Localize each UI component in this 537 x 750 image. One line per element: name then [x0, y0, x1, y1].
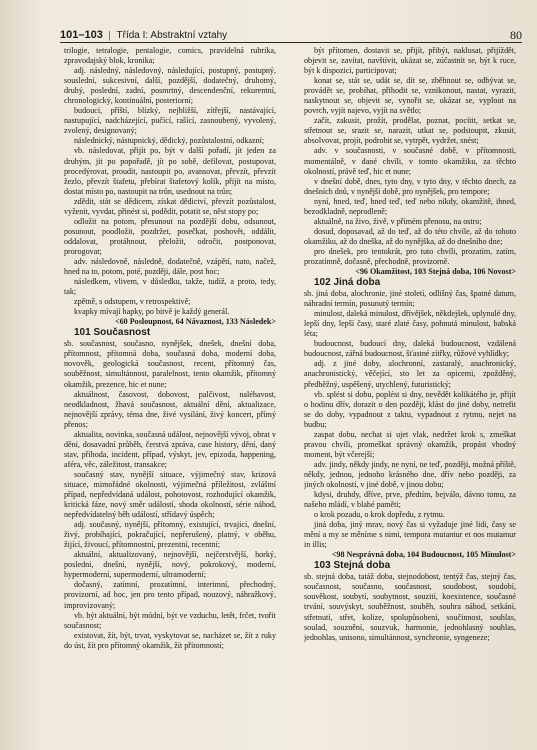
entry-paragraph: začít, zakusit, prožít, prodělat, poznat, pocítit, setkat se, střetnout se, srazit se, narazit, utkat se, podstoupit, zkusit, absolvovat, projít, podrobit se, vytrpět, vydržet, snést; [304, 116, 516, 146]
entry-paragraph: trilogie, tetralogie, pentalogie, comics, pravidelná rubrika, zpravodajský blok, kronika; [64, 46, 276, 66]
entry-paragraph: existovat, žít, být, trvat, vyskytovat se, nacházet se, žít z ruky do úst, žít pro přítomný okamžik, žít přítomností; [64, 630, 276, 650]
entry-paragraph: adv. jindy, někdy jindy, ne nyní, ne teď, později, možná příště, někdy, jednou, jednoho krásného dne, dřív nebo později, za jiných okolností, v jiné době, v jinou dobu; [304, 459, 516, 489]
entry-paragraph: aktuálnost, časovost, dobovost, palčivost, naléhavost, neodkladnost, žhavá současnost, aktuální dění, aktualizace, nejnovější zprávy, téma dne, živé vysílání, živý koncert, přímý přenos; [64, 389, 276, 429]
entry-paragraph: zaspat dobu, nechat si ujet vlak, nedržet krok s, zmeškat pravou chvíli, promeškat správný okamžik, propást vhodný moment, být včerejší; [304, 429, 516, 459]
entry-paragraph: vb. splést si dobu, poplést si dny, nevědět kolikátého je, přijít o hodinu dřív, dorazit o den později, klást do jiné doby, netrefit se do doby, vypadnout z taktu, vypadnout z rytmu, nejet na budbu; [304, 389, 516, 429]
section-heading: 101 Současnost [74, 327, 151, 339]
entry-paragraph: adj. současný, nynější, přítomný, existující, trvající, dnešní, živý, probíhající, pokračující, nepřerušený, platný, v oběhu, žijící, živoucí, přítomnostní, prezentní, recentní; [64, 520, 276, 550]
entry-paragraph: být přítomen, dostavit se, přijít, přibýt, naklusat, přijíždět, objevit se, zavítat, navštívit, ukázat se, zúčastnit se, být k ruce, být k dispozici, participovat; [304, 46, 516, 76]
left-column [64, 46, 276, 736]
entry-paragraph: sb. stejná doba, tatáž doba, stejnodobost, tentýž čas, stejný čas, současnost, současno, současnost, soudobost, soudobí, souvěkost, soubytí, soubytnost, souzití, koexistence, současné trvání, souvýskyt, souběžnost, souběh, souhra náhod, setkání, střetnutí, střet, kolize, spolupůsobení, součinnost, souhlas, soulad, souznění, souzvuk, harmonie, jednohlasný souhlas, jednohlas, unisono, simultánnost, synchronie, syngeneze; [304, 572, 516, 642]
entry-paragraph: odložit na potom, přesunout na pozdější dobu, odsunout, posunout, poodložit, pozdržet, posečkat, poshovět, oddálit, oddalovat, protáhnout, přeložit, odročit, postponovat, prorogovat; [64, 216, 276, 256]
entry-paragraph: budoucí, příští, blízký, nejbližší, zítřejší, nastávající, nastupující, nadcházející, pučící, rašící, zasnoubený, vyvolený, zvolený, designovaný; [64, 106, 276, 136]
entry-paragraph: minulost, daleká minulost, dřívějšek, někdejšek, uplynulé dny, lepší dny, lepší časy, staré zlaté časy, pohnutá minulost, babská léta; [304, 309, 516, 339]
right-column [304, 46, 516, 736]
entry-paragraph: vb. být aktuální, být módní, být ve vzduchu, letět, frčet, tvořit současnost; [64, 610, 276, 630]
cross-reference: <60 Posloupnost, 64 Návaznost, 133 Následek> [115, 317, 276, 327]
entry-paragraph: adj. z jiné doby, alochronní, zastaralý, anachronický, anachronistický, věčející, sto let za opicemi, zpožděný, předběžný, uspěšený, utychlený, futuristický; [304, 359, 516, 389]
entry-paragraph: adv. v současnosti, v současné době, v přítomnosti, momentálně, v dané chvíli, v tomto okamžiku, za těchto okolností, právě teď, hic et nune; [304, 146, 516, 176]
entry-paragraph: adv. následovně, následně, dodatečně, vzápětí, nato, načež, hned na to, potom, poté, později, dále, post hoc; [64, 256, 276, 277]
entry-paragraph: zpětně, s odstupem, v retrospektivě; [74, 297, 191, 307]
entry-paragraph: aktualita, novinka, současná událost, nejnovější vývoj, obrat v dění, dosavadní průběh, čerstvá zpráva, case history, dění, daný stav, příhoda, incident, případ, výskyt, jev, epizoda, happening, aféra, věc, záležitost, transakce; [64, 429, 276, 469]
entry-paragraph: adj. následný, následovný, následující, postupný, postupný, souslední, sukcesivní, další, pozdější, dodatečný, druhotný, druhý, poslední, zadní, posmrtný, descendenční, rekurentní, chronologický, kontinuální, posteriorní; [64, 66, 276, 106]
entry-paragraph: následkem, vlivem, v důsledku, takže, tudíž, a proto, tedy, tak; [64, 277, 276, 297]
entry-paragraph: o krok pozadu, o krok dopředu, z rytmu. [314, 510, 445, 520]
entry-paragraph: dočasný, zatímní, prozatímní, interimní, přechodný, provizorní, ad hoc, jen pro tento případ, nouzový, náhražkový, improvizovaný; [64, 580, 276, 610]
page-header [60, 28, 522, 43]
entry-paragraph: aktuálně, na živo, živě, v přímém přenosu, na ostro; [314, 216, 482, 226]
entry-paragraph: jiná doba, jiný mrav, nový čas si vyžaduje jiné lidi, časy se mění a my se měníme s nimi, tempora mutantur et nos mutamur in illis; [304, 520, 516, 550]
entry-paragraph: aktuální, aktualizovaný, nejnovější, nejčerstvější, horký, poslední, dnešní, nynější, nový, pokrokový, moderní, hypermoderní, supermoderní, ultramoderní; [64, 550, 276, 580]
cross-reference: <98 Nesprávná doba, 104 Budoucnost, 105 Minulost> [331, 550, 516, 560]
entry-paragraph: kvapky mívají hapky, po bitvě je každý generál. [74, 307, 230, 317]
entry-paragraph: následnický, nástupnický, dědický, pozůstalostní, odkazní; [74, 136, 265, 146]
entry-paragraph: nyní, hned, teď, hned teď, teď nebo nikdy, okamžitě, ihned, bezodkladně, neprodleně; [304, 196, 516, 216]
section-heading: 103 Stejná doba [314, 560, 391, 572]
header-separator: | [108, 29, 111, 41]
entry-paragraph: vb. následovat, přijít po, být v další pořadí, jít jeden za druhým, jít po popořadě, jít po sobě, defilovat, postupovat, procedýrovat, proudit, nastoupit po, avansovat, převzít, převzít žezlo, převzít štafetu, přebírat štafetový kolík, přijít na místo, dostat místo po, nastoupit na trůn, usednout na trůn; [64, 146, 276, 196]
entry-paragraph: sb. současnost, současno, nynějšek, dnešek, dnešní doba, přítomnost, přítomná doba, současná doba, moderní doba, novověk, geologická současnost, recent, přítomný čas, souběžnost, simultánnost, paralelnost, tento okamžik, přítomný okamžik, prezence, hic et nune; [64, 339, 276, 389]
entry-paragraph: budoucnost, budoucí dny, daleká budoucnost, vzdálená budoucnost, zářná budoucnost, šťastné zítřky, růžové vyhlídky; [304, 339, 516, 359]
entry-paragraph: sb. jiná doba, alochronie, jiné století, odlišný čas, špatné datum, náhradní termín, posunutý termín; [304, 289, 516, 309]
cross-reference: <96 Okamžitost, 103 Stejná doba, 106 Novost> [355, 267, 516, 277]
entry-paragraph: dosud, doposavad, až do teď, až do této chvíle, až do tohoto okamžiku, až do dneška, až do nynějška, až do dnešního dne; [304, 226, 516, 246]
header-class-title: Třída I: Abstraktní vztahy [116, 30, 228, 41]
entry-paragraph: konat se, stát se, udát se, dít se, zběhnout se, odbývat se, provádět se, probíhat, přihodit se, vznikonout, nastat, vyrazit, naskytnout se, objevit se, vynořit se, ukázat se, vyplout na povrch, vyjít najevo, vyjít na světlo; [304, 76, 516, 116]
entry-paragraph: pro dnešek, pro tentokrát, pro tuto chvíli, prozatím, zatím, prozatímně, dočasně, přechodně, provizorně. [304, 246, 516, 266]
entry-paragraph: v dnešní době, dnes, tyto dny, v tyto dny, v těchto dnech, za dnešních dnů, v nynější době, pro nynějšek, pro tempore; [304, 176, 516, 196]
entry-paragraph: kdysi, druhdy, dříve, prve, předtím, bejválo, dávno tomu, za našeho mládí, v blahé paměti; [304, 490, 516, 510]
section-heading: 102 Jiná doba [314, 277, 381, 289]
page-number: 80 [510, 28, 522, 42]
entry-paragraph: zdědit, stát se dědicem, získat dědictví, převzít pozůstalost, vyženit, vyvdat, přinést si, podědit, potatit se, něst stopy po; [64, 196, 276, 216]
header-entry-range: 101–103 [60, 29, 103, 41]
entry-paragraph: současný stav, nynější situace, výjimečný stav, krizová situace, mimořádné okolnosti, výjimečná příležitost, zvláštní případ, nepředvídaná událost, pohotovost, rozhodující okamžik, kritická fáze, nový směr událostí, shoda okolností, série náhod, nepředvídatelný běh událostí, střídavý úspěch; [64, 469, 276, 520]
